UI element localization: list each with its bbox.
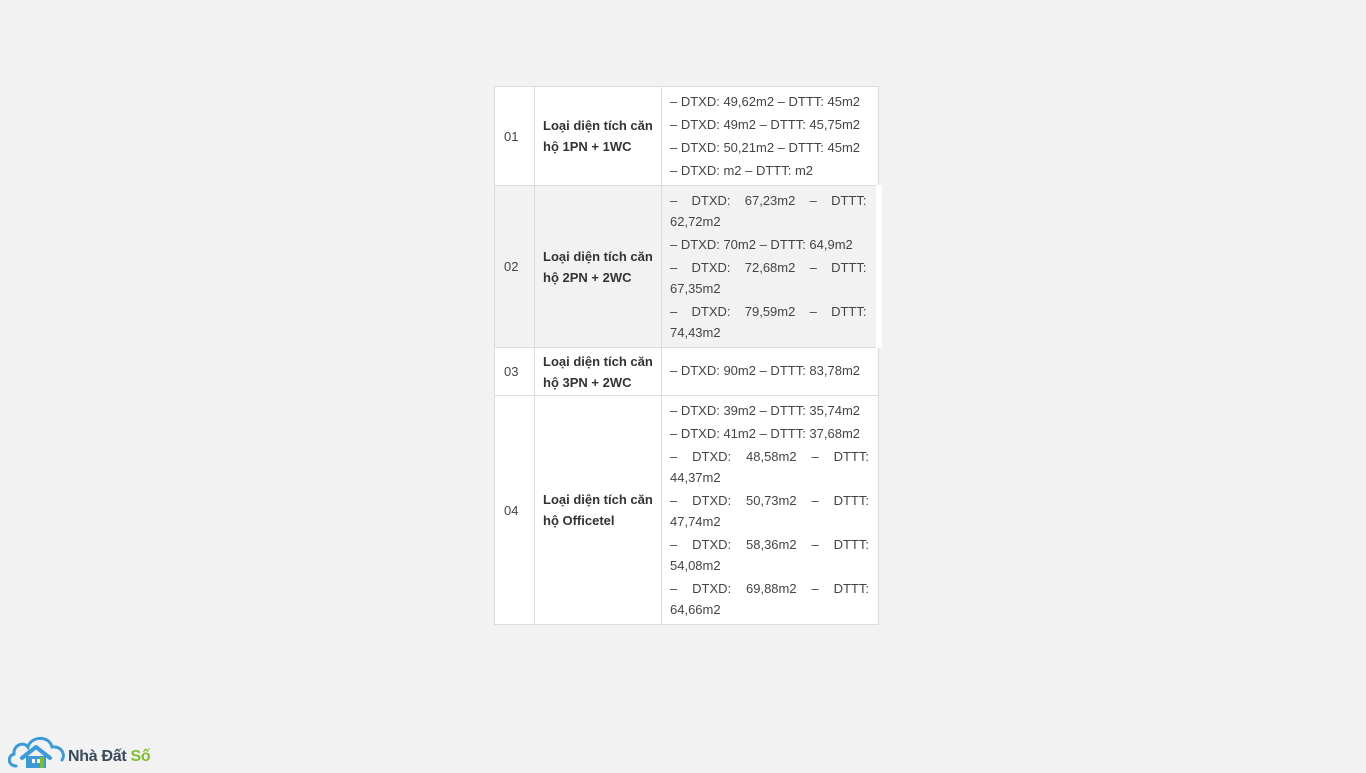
- logo-text-accent: Số: [130, 748, 151, 765]
- area-line: – DTXD: 49m2 – DTTT: 45,75m2: [670, 117, 861, 132]
- area-line: – DTXD: 50,73m2 – DTTT: 47,74m2: [670, 493, 869, 529]
- apartment-type: Loại diện tích căn hộ Officetel: [535, 396, 662, 625]
- row-number: 01: [495, 87, 535, 186]
- area-line: – DTXD: 50,21m2 – DTTT: 45m2: [670, 140, 861, 155]
- area-details: [662, 186, 879, 348]
- apartment-type: Loại diện tích căn hộ 1PN + 1WC: [535, 87, 662, 186]
- area-line: – DTXD: m2 – DTTT: m2: [670, 163, 814, 178]
- row-number: 02: [495, 186, 535, 348]
- area-line: – DTXD: 70m2 – DTTT: 64,9m2: [670, 237, 853, 252]
- area-line: – DTXD: 49,62m2 – DTTT: 45m2: [670, 94, 861, 109]
- cloud-house-icon: [6, 732, 68, 768]
- area-line: – DTXD: 58,36m2 – DTTT: 54,08m2: [670, 537, 869, 573]
- site-logo[interactable]: [6, 732, 166, 768]
- apartment-area-table: [494, 86, 882, 625]
- row-number: 04: [495, 396, 535, 625]
- table-row: [495, 87, 879, 186]
- area-line: – DTXD: 72,68m2 – DTTT: 67,35m2: [670, 260, 867, 296]
- area-line: – DTXD: 90m2 – DTTT: 83,78m2: [670, 363, 861, 378]
- area-details: [662, 348, 879, 396]
- logo-wordmark: [68, 748, 150, 766]
- table-row: [495, 396, 879, 625]
- area-line: – DTXD: 41m2 – DTTT: 37,68m2: [670, 426, 861, 441]
- area-line: – DTXD: 48,58m2 – DTTT: 44,37m2: [670, 449, 869, 485]
- area-line: – DTXD: 39m2 – DTTT: 35,74m2: [670, 403, 861, 418]
- apartment-type: Loại diện tích căn hộ 2PN + 2WC: [535, 186, 662, 348]
- area-line: – DTXD: 79,59m2 – DTTT: 74,43m2: [670, 304, 867, 340]
- area-line: – DTXD: 67,23m2 – DTTT: 62,72m2: [670, 193, 867, 229]
- table-row: [495, 348, 879, 396]
- row-number: 03: [495, 348, 535, 396]
- content-viewport: [494, 94, 878, 621]
- apartment-type: Loại diện tích căn hộ 3PN + 2WC: [535, 348, 662, 396]
- logo-text-main: Nhà Đất: [68, 748, 131, 765]
- area-details: [662, 396, 879, 625]
- table-row: [495, 186, 879, 348]
- area-details: [662, 87, 879, 186]
- area-line: – DTXD: 69,88m2 – DTTT: 64,66m2: [670, 581, 869, 617]
